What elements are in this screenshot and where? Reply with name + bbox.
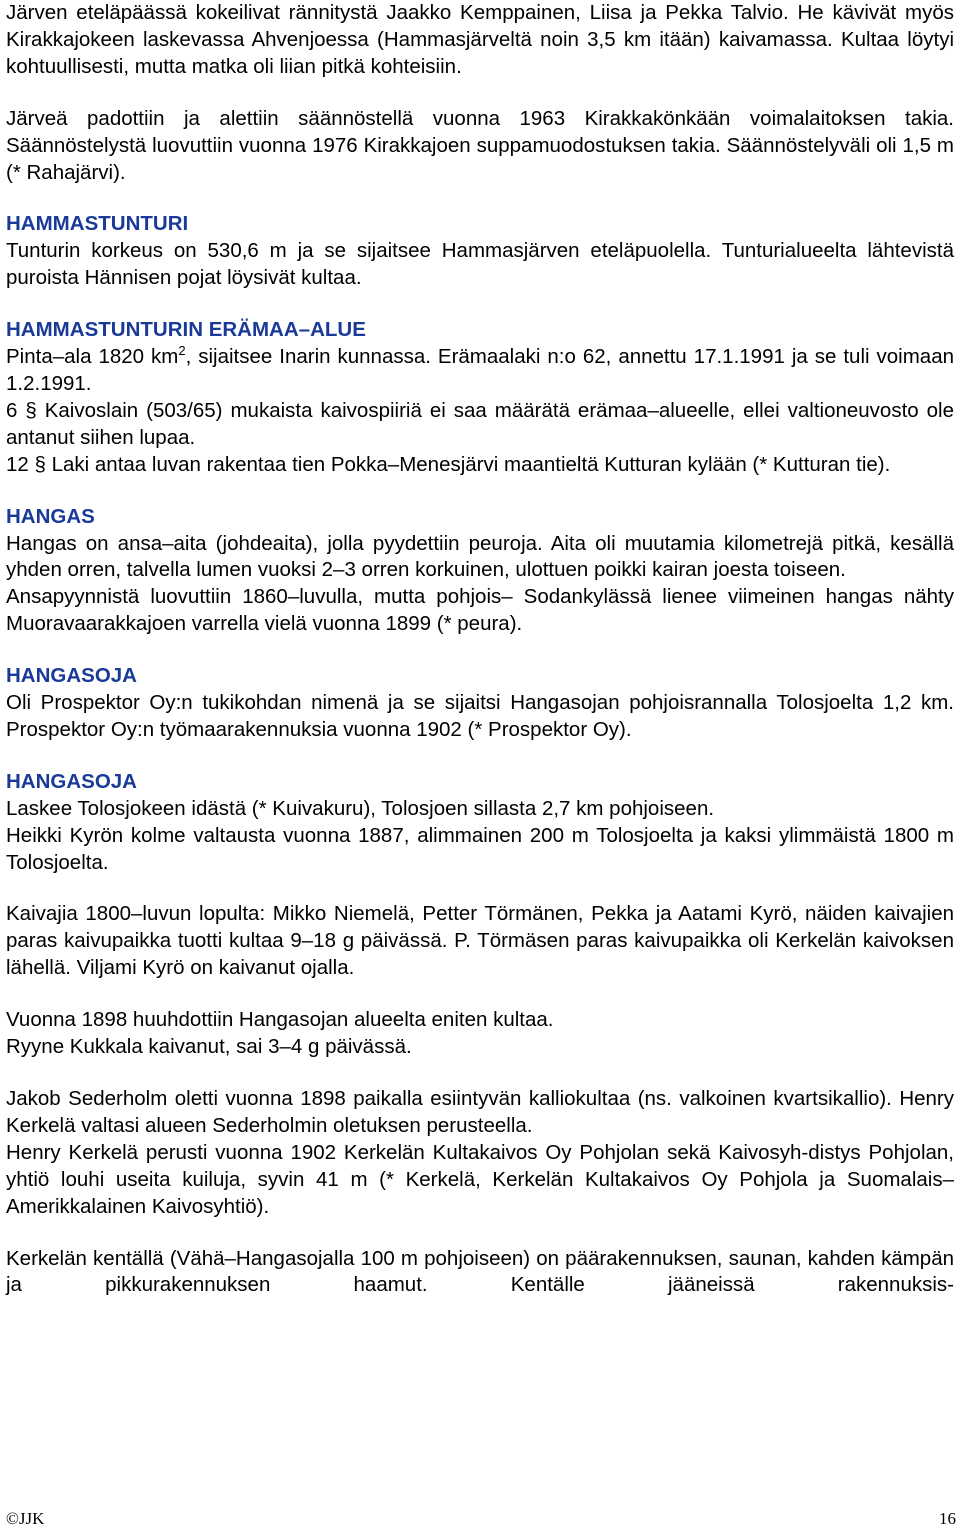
paragraph-ryyne-kukkala: Ryyne Kukkala kaivanut, sai 3–4 g päivässä.	[6, 1035, 412, 1059]
paragraph-kaivajia: Kaivajia 1800–luvun lopulta: Mikko Niemelä, Petter Törmänen, Pekka ja Aatami Kyrö, näiden kaivajien paras kaivupaikka tuotti kultaa 9–18 g päivässä. P. Törmäsen paras kaivupaikka oli Kerkelän kaivoksen lähellä. Viljami Kyrö on kaivanut ojalla.	[6, 902, 954, 980]
paragraph-prospektor: Oli Prospektor Oy:n tukikohdan nimenä ja se sijaitsi Hangasojan pohjoisrannalla Tolosjoelta 1,2 km. Prospektor Oy:n työmaarakennuksia vuonna 1902 (* Prospektor Oy).	[6, 691, 954, 741]
paragraph-tielaki: 12 § Laki antaa luvan rakentaa tien Pokka–Menesjärvi maantieltä Kutturan kylään (* Kutturan tie).	[6, 452, 891, 476]
pinta-ala-rest: , sijaitsee Inarin kunnassa. Erämaalaki n:o 62, annettu 17.1.1991 ja se tuli voimaan 1.2.1991.	[6, 345, 955, 395]
paragraph-ansapyynti: Ansapyynnistä luovuttiin 1860–luvulla, mutta pohjois– Sodankylässä lienee viimeinen hangas nähty Muoravaarakkajoen varrella vielä vuonna 1899 (* peura).	[6, 585, 954, 636]
heading-eramaa-alue: HAMMASTUNTURIN ERÄMAA–ALUE	[6, 318, 366, 342]
page-number: 16	[939, 1509, 956, 1528]
pinta-ala-text: Pinta–ala 1820 km	[6, 345, 179, 369]
paragraph-vuonna-1898: Vuonna 1898 huuhdottiin Hangasojan alueelta eniten kultaa.	[6, 1008, 554, 1032]
paragraph-hangas-aita: Hangas on ansa–aita (johdeaita), jolla pyydettiin peuroja. Aita oli muutamia kilometrejä pitkä, kesällä yhden orren, talvella lumen vuoksi 2–3 orren korkuinen, ulottuen poikki kairan joesta toiseen.	[6, 531, 954, 582]
heading-hangas: HANGAS	[6, 504, 95, 528]
copyright-label: ©JJK	[6, 1509, 45, 1528]
document-page	[6, 0, 954, 1299]
paragraph-tunturin-korkeus: Tunturin korkeus on 530,6 m ja se sijaitsee Hammasjärven eteläpuolella. Tunturialueelta lähtevistä puroista Hännisen pojat löysivät kultaa.	[6, 239, 954, 290]
heading-hammastunturi: HAMMASTUNTURI	[6, 212, 189, 236]
paragraph-heikki-kyro: Heikki Kyrön kolme valtausta vuonna 1887, alimmainen 200 m Tolosjoelta ja kaksi ylimmäistä 1800 m Tolosjoelta.	[6, 823, 954, 874]
paragraph-saannostely: Järveä padottiin ja alettiin säännöstellä vuonna 1963 Kirakkakönkään voimalaitoksen takia. Säännöstelystä luovuttiin vuonna 1976 Kirakkajoen suppamuodostuksen takia. Säännöstelyväli oli 1,5 m (* Rahajärvi).	[6, 106, 954, 184]
paragraph-sederholm: Jakob Sederholm oletti vuonna 1898 paikalla esiintyvän kalliokultaa (ns. valkoinen kvartsikallio). Henry Kerkelä valtasi alueen Sederholmin oletuksen perusteella.	[6, 1087, 954, 1137]
paragraph-rannitys: Järven eteläpäässä kokeilivat rännitystä Jaakko Kemppainen, Liisa ja Pekka Talvio. He kävivät myös Kirakkajokeen laskevassa Ahvenjoessa (Hammasjärveltä noin 3,5 km itään) kaivamassa. Kultaa löytyi kohtuullisesti, mutta matka oli liian pitkä kohteisiin.	[6, 1, 954, 78]
paragraph-tolosjoki: Laskee Tolosjokeen idästä (* Kuivakuru), Tolosjoen sillasta 2,7 km pohjoiseen.	[6, 796, 715, 820]
superscript-2: 2	[178, 343, 186, 359]
paragraph-kaivoslaki: 6 § Kaivoslain (503/65) mukaista kaivospiiriä ei saa määrätä erämaa–alueelle, ellei valtioneuvosto ole antanut siihen lupaa.	[6, 398, 954, 449]
heading-hangasoja-1: HANGASOJA	[6, 664, 137, 688]
heading-hangasoja-2: HANGASOJA	[6, 769, 137, 793]
paragraph-pinta-ala	[6, 344, 954, 398]
paragraph-kerkela-kultakaivos: Henry Kerkelä perusti vuonna 1902 Kerkelän Kultakaivos Oy Pohjolan sekä Kaivosyh-distys Pohjolan, yhtiö louhi useita kuiluja, syvin 41 m (* Kerkelä, Kerkelän Kultakaivos Oy Pohjola ja Suomalais–Amerikkalainen Kaivosyhtiö).	[6, 1140, 954, 1218]
paragraph-kerkelan-kentta: Kerkelän kentällä (Vähä–Hangasojalla 100 m pohjoiseen) on päärakennuksen, saunan, kahden kämpän ja pikkurakennuksen haamut. Kentälle jääneissä rakennuksis-	[6, 1246, 954, 1297]
